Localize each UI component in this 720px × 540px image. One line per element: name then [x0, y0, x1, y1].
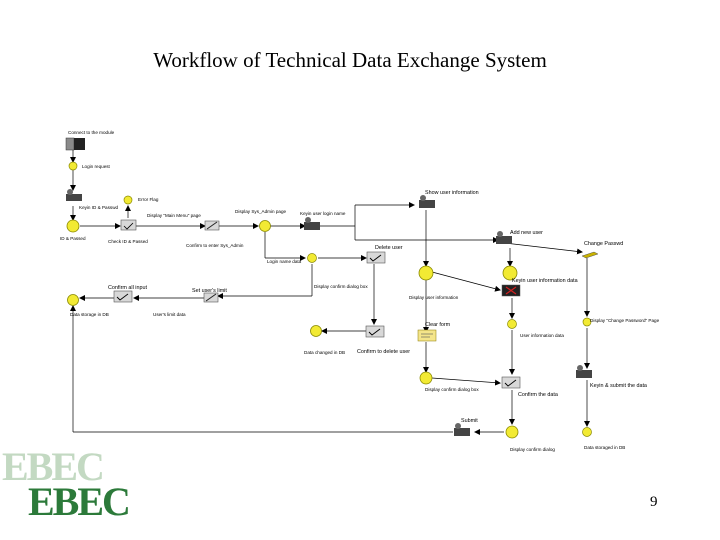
delete-check-icon — [367, 252, 385, 263]
label-set-user-limit: Set user's limit — [192, 288, 227, 294]
label-keyin-submit: Keyin & submit the data — [590, 383, 647, 389]
red-x-form-icon — [502, 285, 520, 296]
label-user-information-data: User information data — [520, 333, 564, 338]
id-passed-node — [67, 220, 79, 232]
label-id-passed: ID & Passed — [60, 236, 86, 241]
slide-title: Workflow of Technical Data Exchange System — [153, 48, 547, 72]
data-storage-node — [68, 295, 79, 306]
error-flag-node — [124, 196, 132, 204]
label-display-confirm-dialog: Display confirm dialog — [510, 447, 555, 452]
label-confirm-the-data: Confirm the data — [518, 392, 558, 398]
label-data-changed: Data changed in DB — [304, 350, 346, 355]
label-add-new-user: Add new user — [510, 230, 543, 236]
data-storaged-node — [583, 428, 592, 437]
label-keyin-user-info-data: Keyin user information data — [512, 278, 578, 284]
label-display-confirm-dialog-box-2: Display confirm dialog box — [425, 387, 479, 392]
label-login-name-data: Login name data — [267, 259, 302, 264]
label-error-flag: Error Flag — [138, 197, 159, 202]
label-show-user-info: Show user information — [425, 190, 479, 196]
keyboard-user-icon-2 — [304, 217, 320, 230]
label-delete-user: Delete user — [375, 245, 403, 251]
pencil-page-icon-2 — [204, 293, 218, 302]
key-icon — [582, 252, 598, 258]
logo-text-front: EBEC — [28, 479, 129, 524]
label-display-confirm-dialog-box: Display confirm dialog box — [314, 284, 368, 289]
label-display-user-information: Display user information — [409, 295, 459, 300]
label-data-storaged: Data storaged in DB — [584, 445, 626, 450]
confirm-enter-node — [260, 221, 271, 232]
login-request-node — [69, 162, 77, 170]
confirm-data-check-icon — [502, 377, 520, 388]
label-keyin-id: Keyin ID & Passwd — [79, 205, 119, 210]
display-confirm-box-node — [420, 372, 432, 384]
logo-text-back: EBEC — [2, 444, 103, 489]
label-display-main-menu: Display "Main Menu" page — [147, 213, 201, 218]
label-check-id: Check ID & Passed — [108, 239, 148, 244]
label-confirm-all-input: Confirm all input — [108, 285, 147, 291]
label-confirm-enter: Confirm to enter Sys_Admin — [186, 243, 244, 248]
pencil-page-icon — [205, 221, 219, 230]
label-display-change-password: Display "Change Password" Page — [590, 318, 660, 323]
keyboard-user-icon — [66, 189, 82, 201]
login-name-data-node — [308, 254, 317, 263]
keyboard-user-icon-5 — [576, 365, 592, 378]
computer-icon — [66, 138, 85, 150]
display-user-info-node — [419, 266, 433, 280]
label-confirm-delete: Confirm to delete user — [357, 349, 411, 355]
confirm-delete-check-icon — [366, 326, 384, 337]
submit-keyboard-icon — [454, 423, 470, 436]
check-form-icon — [121, 220, 136, 230]
label-data-storage: Data storage in DB — [70, 312, 109, 317]
label-display-sys-admin: Display Sys_Admin page — [235, 209, 287, 214]
label-login-request: Login request — [82, 164, 110, 169]
display-confirm-dialog-node — [506, 426, 518, 438]
keyboard-user-icon-3 — [419, 195, 435, 208]
label-change-passwd: Change Passwd — [584, 241, 624, 247]
data-changed-node — [311, 326, 322, 337]
label-clear-form: Clear form — [425, 322, 451, 328]
label-submit: Submit — [461, 418, 478, 424]
label-users-limit-data: User's limit data — [153, 312, 186, 317]
confirm-check-icon — [114, 291, 132, 302]
page-number: 9 — [650, 494, 658, 510]
user-information-data-node — [508, 320, 517, 329]
label-keyin-user-login: Keyin user login name — [300, 211, 346, 216]
label-connect: Connect to the module — [68, 130, 115, 135]
ebec-logo — [2, 444, 129, 524]
clear-form-icon — [418, 330, 436, 341]
